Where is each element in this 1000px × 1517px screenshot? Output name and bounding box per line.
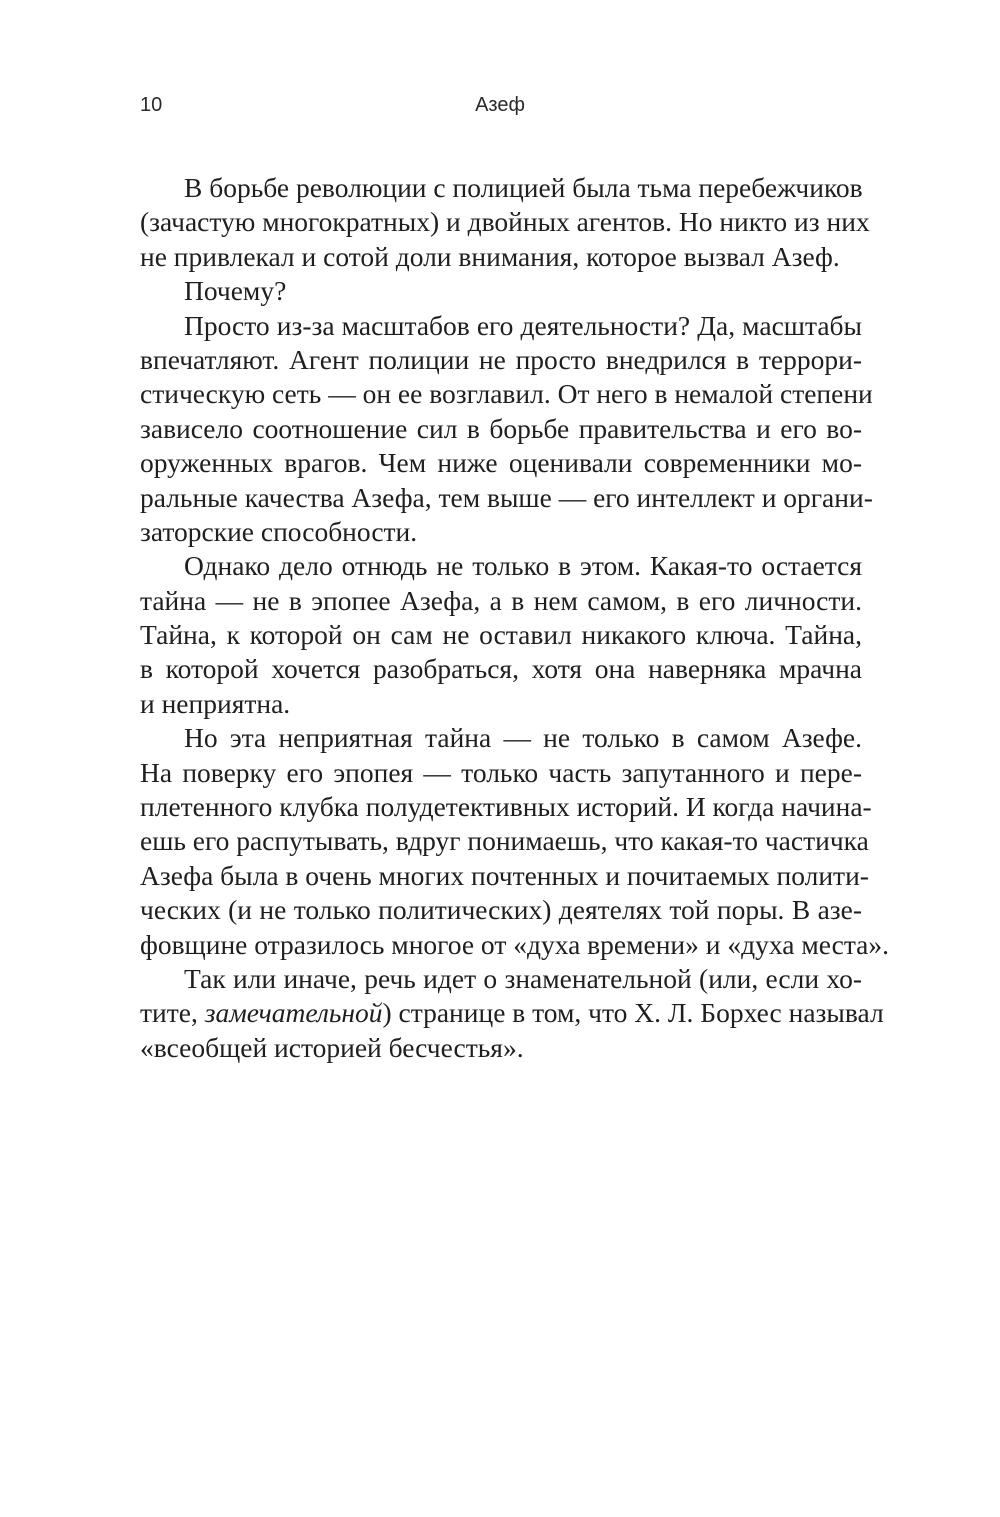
text-line: фовщине отразилось многое от «духа времени» и «духа места».	[140, 928, 890, 960]
text-line: Тайна, к которой он сам не оставил никакого ключа. Тайна,	[140, 619, 862, 651]
text-line: плетенного клубка полудетективных историй. И когда начина-	[140, 791, 872, 823]
text-line: (зачастую многократных) и двойных агентов. Но никто из них	[140, 206, 870, 238]
text-run: ) странице в том, что Х. Л. Борхес называл	[382, 997, 884, 1029]
page-number: 10	[140, 94, 163, 116]
text-line: «всеобщей историей бесчестья».	[140, 1031, 524, 1063]
text-line: не привлекал и сотой доли внимания, которое вызвал Азеф.	[140, 240, 840, 272]
text-line: оруженных врагов. Чем ниже оценивали современники мо-	[140, 447, 862, 479]
text-line: ешь его распутывать, вдруг понимаешь, что какая-то частичка	[140, 825, 869, 857]
text-line: тайна — не в эпопее Азефа, а в нем самом, в его личности.	[140, 584, 862, 616]
text-line: Но эта неприятная тайна — не только в самом Азефе.	[184, 722, 862, 754]
text-line: зависело соотношение сил в борьбе правительства и его во-	[140, 412, 862, 444]
text-line: стическую сеть — он ее возглавил. От него в немалой степени	[140, 378, 873, 410]
text-line	[140, 996, 884, 1030]
italic-run: замечательной	[204, 997, 383, 1029]
body-text	[140, 171, 890, 1065]
text-line: Просто из-за масштабов его деятельности? Да, масштабы	[184, 309, 862, 341]
text-line: в которой хочется разобраться, хотя она наверняка мрачна	[140, 653, 862, 685]
running-title: Азеф	[475, 94, 525, 116]
text-line: Однако дело отнюдь не только в этом. Какая-то остается	[184, 550, 862, 582]
text-line: На поверку его эпопея — только часть запутанного и пере-	[140, 756, 862, 788]
text-line: ческих (и не только политических) деятелях той поры. В азе-	[140, 894, 862, 926]
text-line: Так или иначе, речь идет о знаменательной (или, если хо-	[184, 962, 862, 994]
text-line: Азефа была в очень многих почтенных и почитаемых полити-	[140, 859, 869, 891]
text-line: В борьбе революции с полицией была тьма перебежчиков	[184, 172, 863, 203]
text-run: тите,	[140, 997, 205, 1029]
text-line: и неприятна.	[140, 687, 291, 719]
text-line: впечатляют. Агент полиции не просто внедрился в террори-	[140, 343, 862, 375]
text-line: ральные качества Азефа, тем выше — его интеллект и органи-	[140, 481, 873, 513]
text-line: Почему?	[184, 275, 287, 307]
running-head	[140, 94, 860, 124]
text-line: заторские способности.	[140, 515, 418, 547]
